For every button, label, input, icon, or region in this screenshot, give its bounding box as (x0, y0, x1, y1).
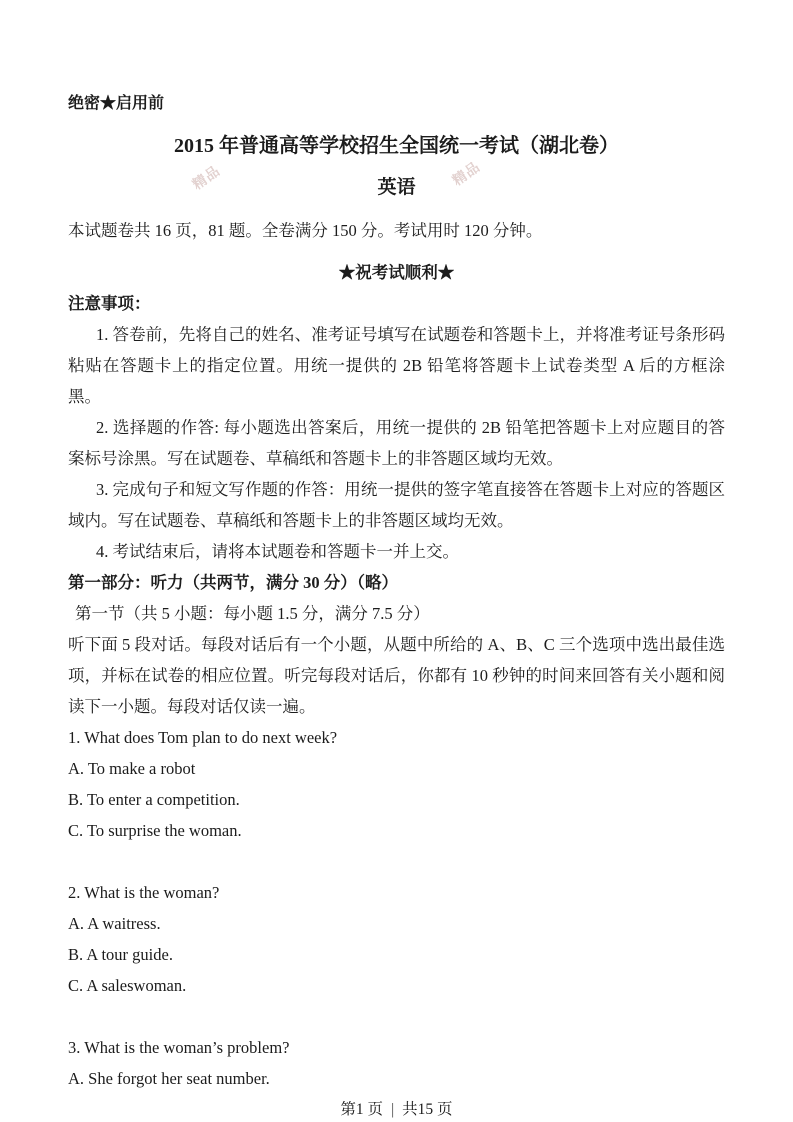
subject-title: 英语 (377, 177, 416, 198)
footer-total-pages: 共15 页 (402, 1101, 453, 1118)
section1-instructions: 听下面 5 段对话。每段对话后有一个小题，从题中所给的 A、B、C 三个选项中选出最佳选项，并标在试卷的相应位置。听完每段对话后，你都有 10 秒钟的时间来回答有关小题和阅读下一小题。每段对话仅读一遍。 (68, 635, 725, 716)
paper-info: 本试题卷共 16 页，81 题。全卷满分 150 分。考试用时 120 分钟。 (68, 221, 543, 240)
question-option: B. To enter a competition. (68, 790, 240, 809)
spacer (68, 1001, 725, 1032)
page-footer (68, 1094, 725, 1122)
section1-heading: 第一节（共 5 小题：每小题 1.5 分，满分 7.5 分） (75, 604, 430, 623)
notice-item-1: 1. 答卷前，先将自己的姓名、准考证号填写在试题卷和答题卡上，并将准考证号条形码粘贴在答题卡上的指定位置。用统一提供的 2B 铅笔将答题卡上试卷类型 A 后的方框涂黑。 (68, 325, 725, 406)
question-option: A. A waitress. (68, 914, 161, 933)
footer-page-number: 第1 页 (340, 1101, 384, 1118)
exam-title: 2015 年普通高等学校招生全国统一考试（湖北卷） (174, 135, 619, 157)
classification-label: 绝密★启用前 (68, 95, 165, 112)
part1-heading: 第一部分：听力（共两节，满分 30 分）（略） (68, 573, 398, 592)
question-stem: 1. What does Tom plan to do next week? (68, 728, 338, 747)
question-option: A. She forgot her seat number. (68, 1069, 270, 1088)
footer-separator: | (391, 1101, 395, 1118)
notice-item-2: 2. 选择题的作答: 每小题选出答案后，用统一提供的 2B 铅笔把答题卡上对应题目的答案标号涂黑。写在试题卷、草稿纸和答题卡上的非答题区域均无效。 (68, 418, 725, 468)
notice-item-3: 3. 完成句子和短文写作题的作答：用统一提供的签字笔直接答在答题卡上对应的答题区域内。写在试题卷、草稿纸和答题卡上的非答题区域均无效。 (68, 480, 725, 530)
spacer (68, 846, 725, 877)
question-option: C. To surprise the woman. (68, 821, 242, 840)
exam-wish: ★祝考试顺利★ (338, 263, 455, 282)
question-stem: 3. What is the woman’s problem? (68, 1038, 290, 1057)
question-option: C. A saleswoman. (68, 976, 187, 995)
question-option: A. To make a robot (68, 759, 196, 778)
question-option: B. A tour guide. (68, 945, 173, 964)
question-stem: 2. What is the woman? (68, 883, 220, 902)
watermark-text: 精品 (450, 159, 484, 190)
notice-item-4: 4. 考试结束后，请将本试题卷和答题卡一并上交。 (96, 542, 459, 561)
watermark-text: 精品 (190, 163, 224, 194)
notice-heading: 注意事项： (68, 294, 151, 313)
